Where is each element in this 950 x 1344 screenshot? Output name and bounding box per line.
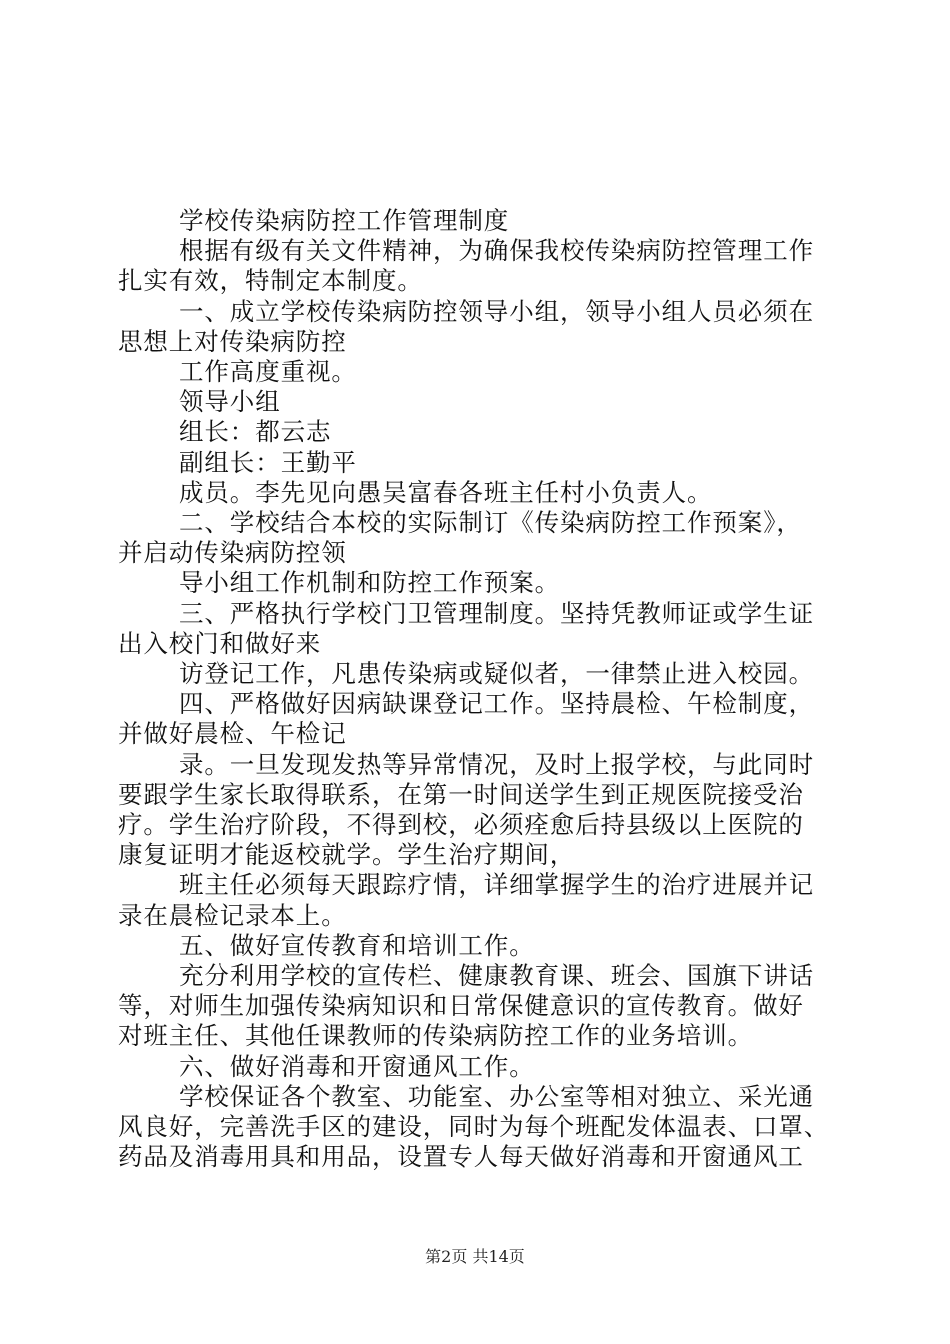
text-line: 录在晨检记录本上。 — [118, 900, 347, 930]
text-line: 并启动传染病防控领 — [118, 538, 347, 568]
text-line: 导小组工作机制和防控工作预案。 — [179, 568, 560, 598]
text-line: 领导小组 — [179, 387, 281, 417]
page-footer: 第2页 共14页 — [425, 1247, 525, 1266]
text-line: 访登记工作，凡患传染病或疑似者，一律禁止进入校园。 — [179, 659, 814, 689]
text-line: 扎实有效，特制定本制度。 — [118, 266, 423, 296]
text-line: 并做好晨检、午检记 — [118, 719, 347, 749]
text-line: 等，对师生加强传染病知识和日常保健意识的宣传教育。做好 — [118, 991, 804, 1021]
text-line: 风良好，完善洗手区的建设，同时为每个班配发体温表、口罩、 — [118, 1112, 830, 1142]
text-line: 一、成立学校传染病防控领导小组，领导小组人员必须在 — [179, 296, 814, 326]
text-line: 对班主任、其他任课教师的传染病防控工作的业务培训。 — [118, 1021, 753, 1051]
text-line: 成员。李先见向愚吴富春各班主任村小负责人。 — [179, 477, 713, 507]
text-line: 学校保证各个教室、功能室、办公室等相对独立、采光通 — [179, 1081, 814, 1111]
text-line: 五、做好宣传教育和培训工作。 — [179, 930, 535, 960]
text-line: 要跟学生家长取得联系，在第一时间送学生到正规医院接受治 — [118, 779, 804, 809]
text-line: 疗。学生治疗阶段，不得到校，必须痊愈后持县级以上医院的 — [118, 810, 804, 840]
text-line: 工作高度重视。 — [179, 357, 357, 387]
document-title: 学校传染病防控工作管理制度 — [179, 206, 510, 235]
text-line: 四、严格做好因病缺课登记工作。坚持晨检、午检制度， — [179, 689, 814, 719]
text-line: 三、严格执行学校门卫管理制度。坚持凭教师证或学生证 — [179, 598, 814, 628]
text-line: 充分利用学校的宣传栏、健康教育课、班会、国旗下讲话 — [179, 961, 814, 991]
text-line: 出入校门和做好来 — [118, 628, 322, 658]
text-line: 组长：都云志 — [179, 417, 332, 447]
text-line: 药品及消毒用具和用品，设置专人每天做好消毒和开窗通风工 — [118, 1142, 804, 1172]
text-line: 根据有级有关文件精神，为确保我校传染病防控管理工作 — [179, 236, 814, 266]
text-line: 班主任必须每天跟踪疗情，详细掌握学生的治疗进展并记 — [179, 870, 814, 900]
document-body — [118, 206, 834, 1173]
text-line: 二、学校结合本校的实际制订《传染病防控工作预案》， — [179, 508, 802, 538]
text-line: 副组长：王勤平 — [179, 447, 357, 477]
text-line: 康复证明才能返校就学。学生治疗期间， — [118, 840, 576, 870]
text-line: 录。一旦发现发热等异常情况，及时上报学校，与此同时 — [179, 749, 814, 779]
text-line: 六、做好消毒和开窗通风工作。 — [179, 1051, 535, 1081]
text-line: 思想上对传染病防控 — [118, 326, 347, 356]
